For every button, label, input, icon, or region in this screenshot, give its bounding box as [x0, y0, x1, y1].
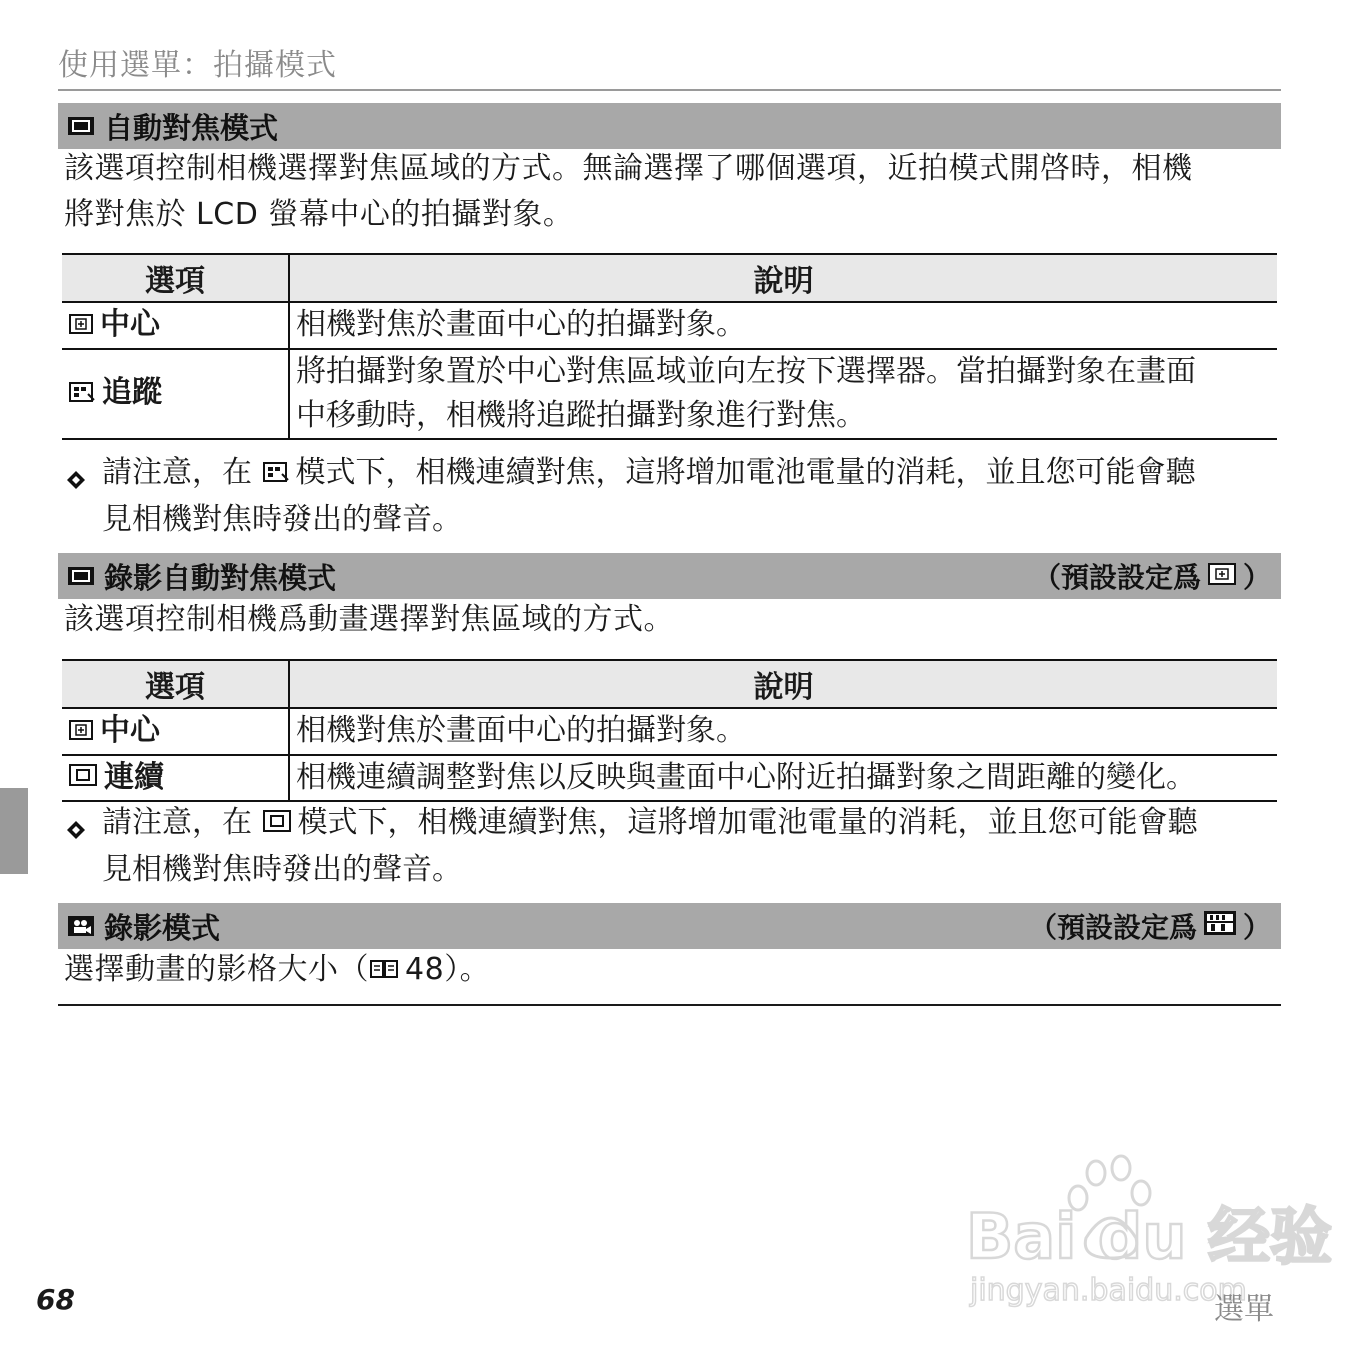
section-description: 該選項控制相機爲動畫選擇對焦區域的方式。: [64, 602, 674, 637]
section-bar-movie-af-mode: [58, 553, 1281, 599]
note-line: 見相機對焦時發出的聲音。: [102, 501, 462, 537]
default-setting: （預設設定爲 ）: [1028, 911, 1271, 944]
note: [64, 800, 1279, 893]
table-row: [62, 302, 1277, 349]
description-cell: 相機對焦於畫面中心的拍攝對象。: [289, 302, 1277, 349]
section-bar-af-mode: [58, 103, 1281, 149]
column-header-option: 選項: [62, 254, 289, 302]
footer-section-label: 選單: [1214, 1292, 1274, 1327]
section-title: 錄影模式: [104, 910, 221, 945]
options-table: [62, 659, 1277, 802]
book-reference-icon: [369, 948, 399, 994]
bottom-rule: [58, 1004, 1281, 1006]
full-hd-icon: [1203, 910, 1237, 943]
description-line: 將拍攝對象置於中心對焦區域並向左按下選擇器。當拍攝對象在畫面: [296, 353, 1196, 389]
page-header-title: 使用選單：拍攝模式: [58, 48, 337, 83]
header-rule: [58, 89, 1281, 91]
continuous-af-icon: [68, 756, 98, 800]
option-name: 連續: [104, 759, 164, 795]
note-line: 請注意，在 模式下，相機連續對焦，這將增加電池電量的消耗，並且您可能會聽: [102, 450, 1279, 497]
option-cell: [62, 755, 289, 802]
watermark-url-text: jingyan.baidu.com: [970, 1273, 1247, 1308]
continuous-af-icon: [262, 801, 292, 847]
description-line: 將對焦於 LCD 螢幕中心的拍攝對象。: [64, 197, 574, 232]
section-description: 選擇動畫的影格大小（ 48）。: [64, 947, 1264, 994]
option-name: 追蹤: [102, 375, 162, 411]
column-header-description: 說明: [289, 660, 1277, 708]
description-line: 該選項控制相機選擇對焦區域的方式。無論選擇了哪個選項，近拍模式開啓時，相機: [64, 151, 1193, 186]
tracking-af-icon: [262, 451, 290, 497]
pencil-note-icon: [64, 810, 88, 856]
column-header-description: 說明: [289, 254, 1277, 302]
description-line: 中移動時，相機將追蹤拍攝對象進行對焦。: [296, 397, 866, 433]
default-setting: （預設設定爲 ）: [1032, 561, 1271, 594]
note: [64, 450, 1279, 543]
pencil-note-icon: [64, 460, 88, 506]
description-cell: [289, 349, 1277, 439]
center-af-icon: [68, 710, 94, 754]
table-row: [62, 755, 1277, 802]
section-title: 自動對焦模式: [104, 110, 279, 145]
section-description: [64, 146, 1264, 238]
movie-icon: [66, 915, 96, 937]
note-line: 請注意，在 模式下，相機連續對焦，這將增加電池電量的消耗，並且您可能會聽: [102, 800, 1279, 847]
table-header-row: [62, 254, 1277, 302]
page-number: 68: [36, 1283, 75, 1316]
tracking-af-icon: [68, 372, 96, 416]
option-cell: [62, 349, 289, 439]
column-header-option: 選項: [62, 660, 289, 708]
note-line: 見相機對焦時發出的聲音。: [102, 851, 462, 887]
table-row: [62, 349, 1277, 439]
center-af-icon: [1207, 560, 1237, 593]
table-row: [62, 708, 1277, 755]
af-frame-icon: [66, 115, 96, 137]
section-bar-movie-mode: [58, 903, 1281, 949]
section-title: 錄影自動對焦模式: [104, 560, 337, 595]
option-name: 中心: [100, 713, 160, 748]
side-tab: [0, 788, 28, 874]
page-reference[interactable]: 48: [405, 952, 445, 987]
center-af-icon: [68, 304, 94, 348]
option-cell: [62, 302, 289, 349]
table-header-row: [62, 660, 1277, 708]
description-cell: 相機連續調整對焦以反映與畫面中心附近拍攝對象之間距離的變化。: [289, 755, 1277, 802]
af-frame-icon: [66, 565, 96, 587]
options-table: [62, 253, 1277, 440]
watermark-main-text: Bai du 经验: [966, 1200, 1333, 1273]
option-cell: [62, 708, 289, 755]
description-cell: 相機對焦於畫面中心的拍攝對象。: [289, 708, 1277, 755]
option-name: 中心: [100, 307, 160, 342]
